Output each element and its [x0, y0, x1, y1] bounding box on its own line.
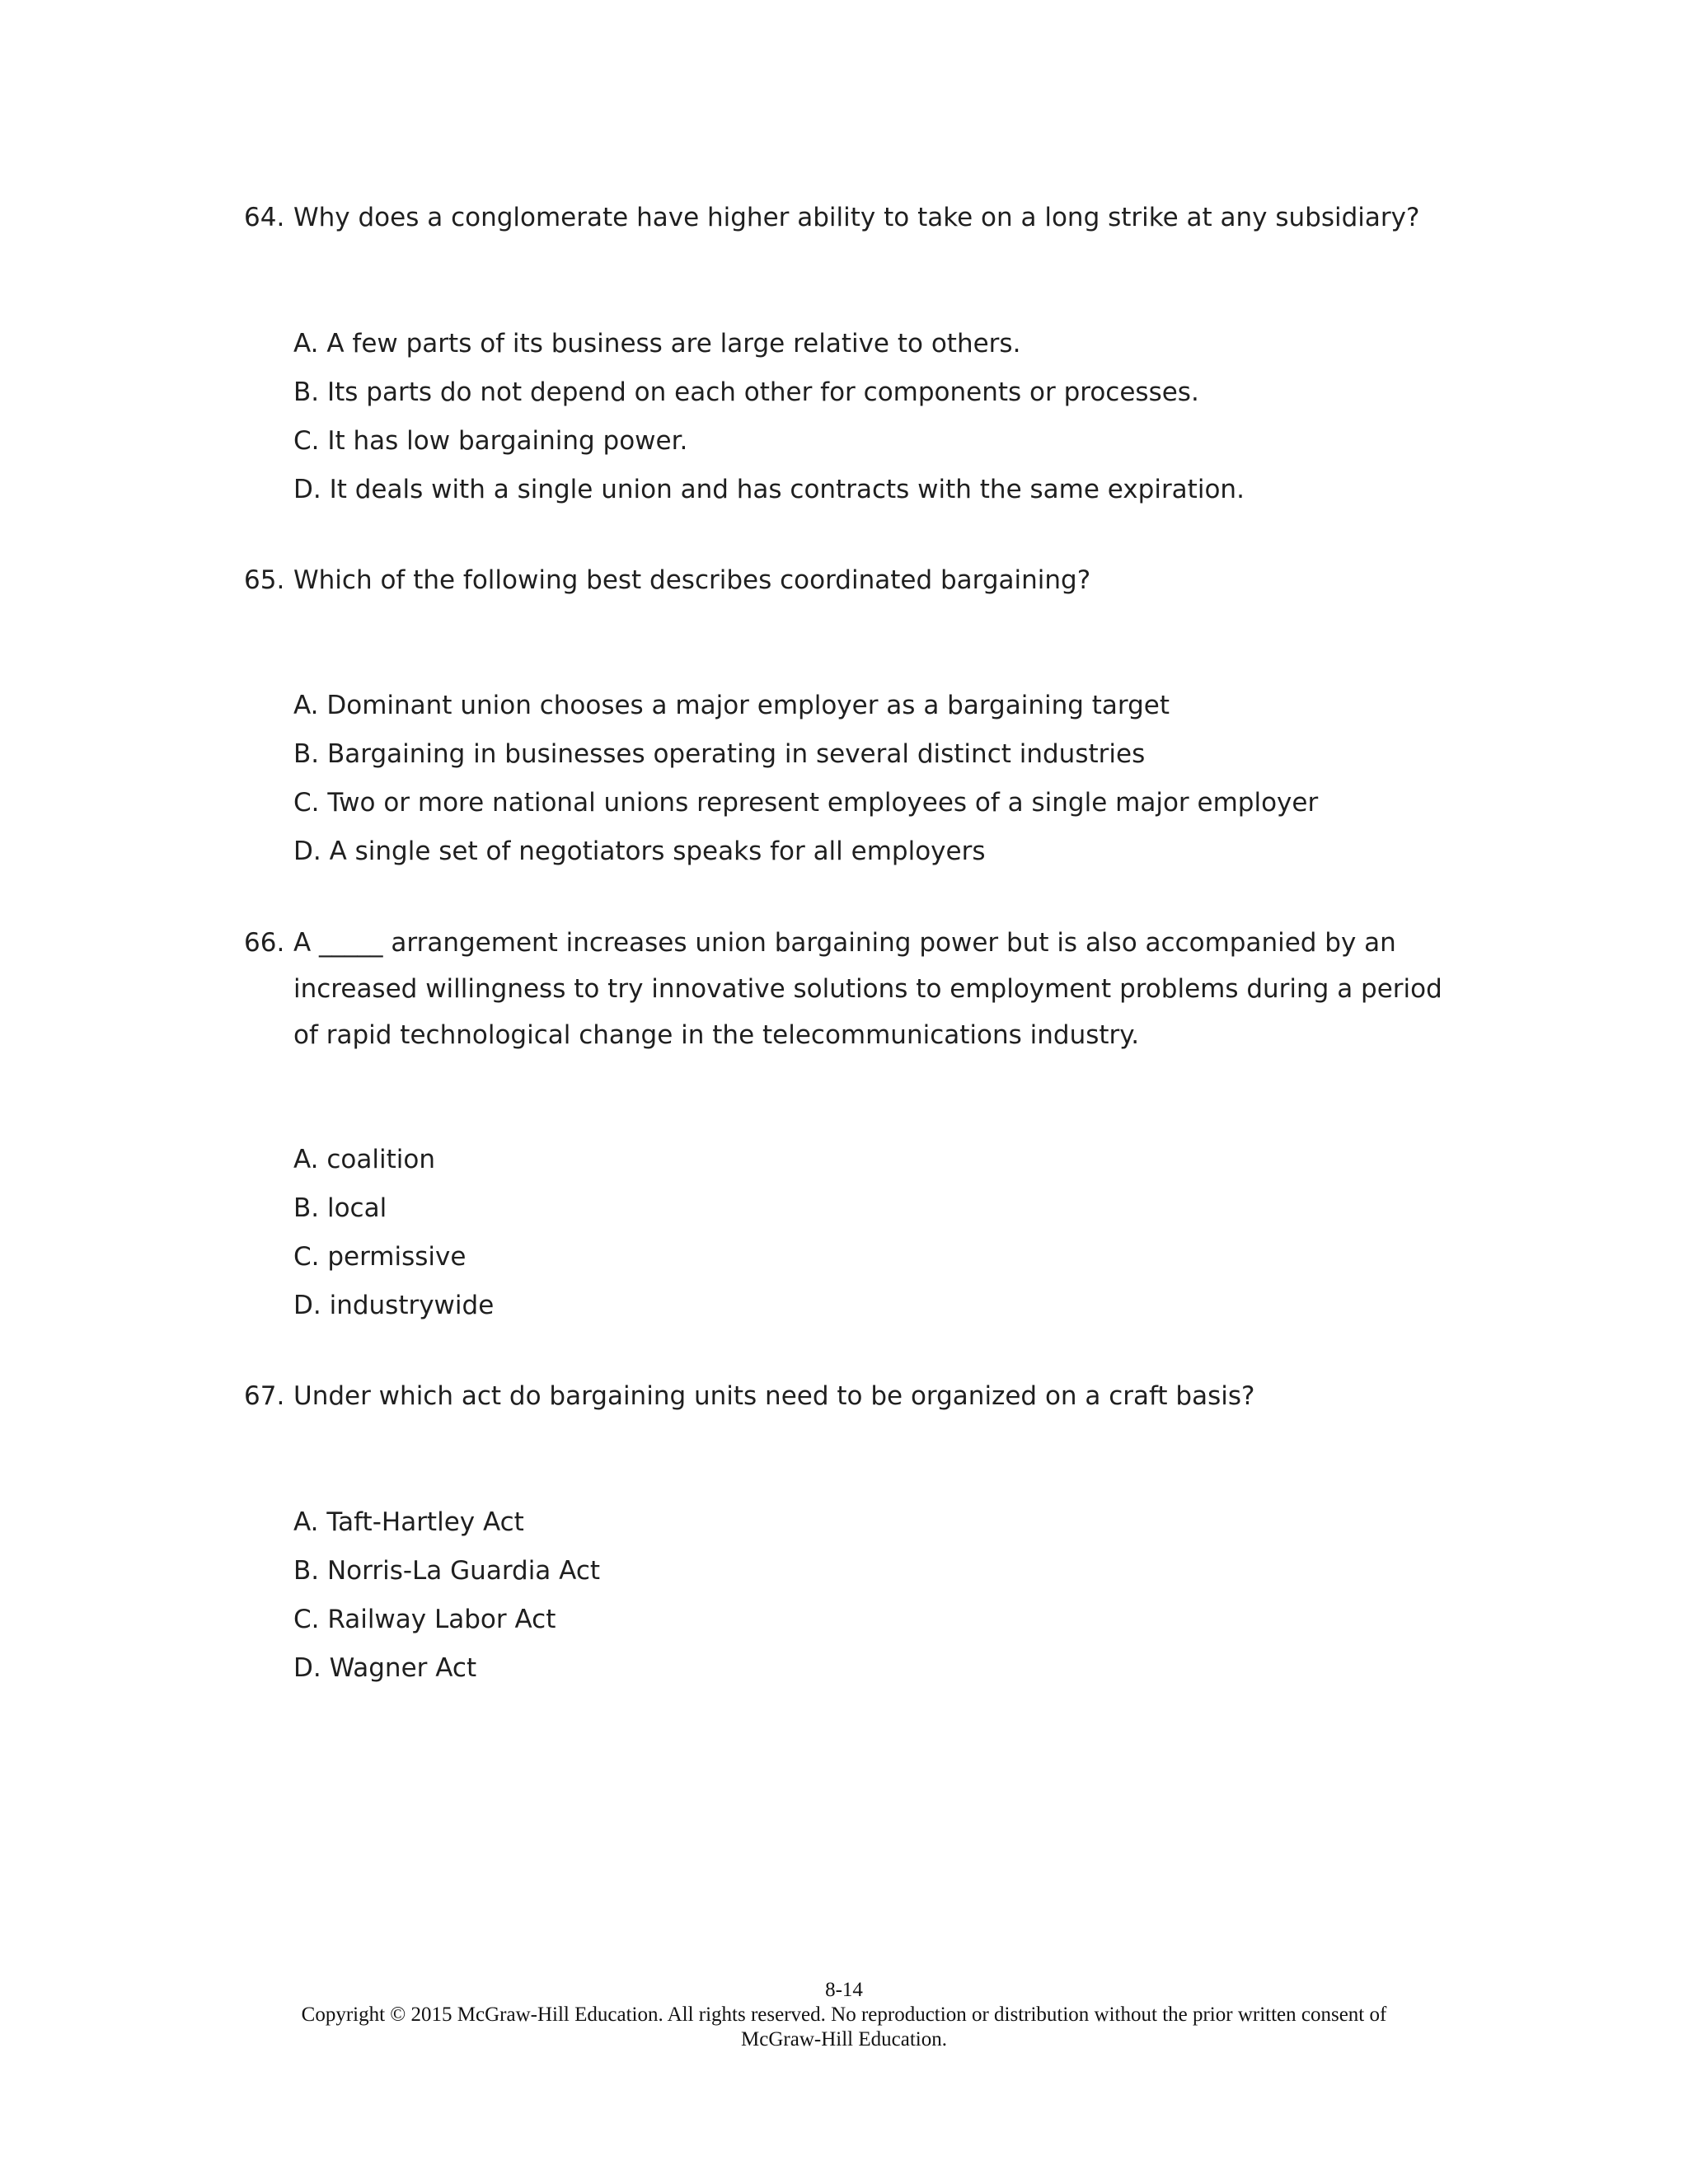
answer-option: B. Bargaining in businesses operating in several distinct industries: [293, 739, 1146, 769]
answer-options-64: [293, 320, 1245, 514]
page-number: 8-14: [825, 1979, 863, 2001]
question-text: Why does a conglomerate have higher ability to take on a long strike at any subsidiary?: [293, 203, 1420, 232]
answer-options-65: [293, 682, 1318, 876]
answer-option: B. Norris-La Guardia Act: [293, 1556, 601, 1586]
answer-option: C. permissive: [293, 1242, 467, 1272]
answer-option: A. Dominant union chooses a major employer as a bargaining target: [293, 691, 1170, 720]
copyright-notice-continued: McGraw-Hill Education.: [741, 2028, 947, 2050]
answer-option: A. coalition: [293, 1145, 435, 1174]
answer-option: D. Wagner Act: [293, 1653, 477, 1683]
answer-option: D. industrywide: [293, 1291, 495, 1320]
answer-option: D. A single set of negotiators speaks for all employers: [293, 837, 986, 866]
question-text: A _____ arrangement increases union bargaining power but is also accompanied by an increased willingness to try innovative solutions to employment problems during a period of rapid technological change in the telecommunications industry.: [293, 928, 1442, 1050]
question-text: Under which act do bargaining units need to be organized on a craft basis?: [293, 1381, 1255, 1411]
question-text: Which of the following best describes coordinated bargaining?: [293, 565, 1091, 595]
answer-option: D. It deals with a single union and has contracts with the same expiration.: [293, 475, 1245, 504]
answer-options-67: [293, 1498, 600, 1693]
question-number: 66.: [244, 928, 285, 958]
answer-option: A. A few parts of its business are large relative to others.: [293, 329, 1021, 359]
answer-option: C. Railway Labor Act: [293, 1605, 556, 1634]
answer-option: A. Taft-Hartley Act: [293, 1507, 524, 1537]
answer-option: B. local: [293, 1193, 387, 1223]
answer-option: C. Two or more national unions represent employees of a single major employer: [293, 788, 1319, 818]
question-number: 64.: [244, 203, 285, 232]
answer-option: C. It has low bargaining power.: [293, 426, 688, 456]
copyright-notice: Copyright © 2015 McGraw-Hill Education. All rights reserved. No reproduction or distribution without the prior written consent of: [301, 2004, 1387, 2026]
question-number: 67.: [244, 1381, 285, 1411]
answer-options-66: [293, 1136, 494, 1330]
page-footer: [0, 1978, 1688, 2052]
answer-option: B. Its parts do not depend on each other for components or processes.: [293, 377, 1199, 407]
question-number: 65.: [244, 565, 285, 595]
